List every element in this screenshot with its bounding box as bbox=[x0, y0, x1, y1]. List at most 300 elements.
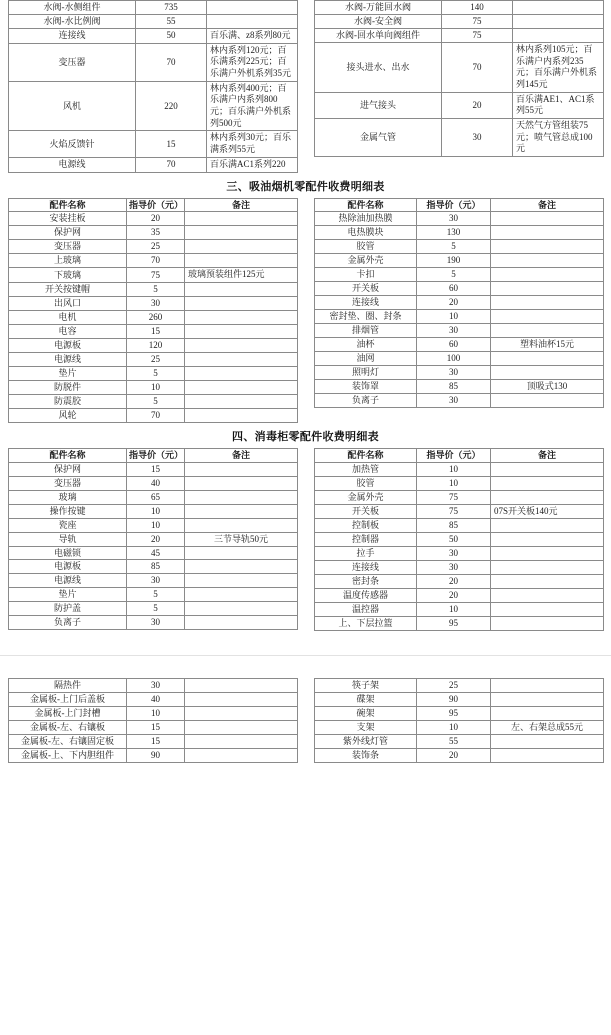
cell-guide-price: 10 bbox=[127, 518, 185, 532]
cell-remark bbox=[185, 574, 298, 588]
cell-guide-price: 20 bbox=[127, 532, 185, 546]
cell-remark: 林内系列30元；百乐满系列55元 bbox=[207, 131, 298, 157]
cell-guide-price: 75 bbox=[127, 268, 185, 283]
cell-part-name: 开关按键帽 bbox=[9, 283, 127, 297]
page-break-separator bbox=[0, 631, 611, 678]
table-row bbox=[9, 476, 298, 490]
cell-guide-price: 85 bbox=[417, 519, 491, 533]
table-row bbox=[315, 226, 604, 240]
table-row bbox=[315, 352, 604, 366]
cell-part-name: 金属外壳 bbox=[315, 490, 417, 504]
cell-remark bbox=[185, 226, 298, 240]
section-3-left-table bbox=[8, 198, 298, 423]
table-row bbox=[9, 490, 298, 504]
cell-remark bbox=[491, 254, 604, 268]
cell-remark: 百乐满、z8系列80元 bbox=[207, 28, 298, 43]
cell-remark bbox=[185, 546, 298, 560]
table-row bbox=[9, 720, 298, 734]
cell-guide-price: 260 bbox=[127, 310, 185, 324]
table-row bbox=[315, 324, 604, 338]
header-remark: 备注 bbox=[491, 448, 604, 462]
table-row bbox=[9, 240, 298, 254]
table-row bbox=[315, 734, 604, 748]
cell-guide-price: 75 bbox=[417, 490, 491, 504]
cell-guide-price: 75 bbox=[417, 504, 491, 519]
cell-guide-price: 65 bbox=[127, 490, 185, 504]
cell-remark bbox=[491, 748, 604, 762]
cell-part-name: 排烟管 bbox=[315, 324, 417, 338]
cell-remark bbox=[491, 706, 604, 720]
cell-remark bbox=[185, 366, 298, 380]
cell-part-name: 水阀-安全阀 bbox=[315, 14, 442, 28]
cell-part-name: 水阀-万能回水阀 bbox=[315, 1, 442, 15]
table-head bbox=[9, 198, 298, 212]
header-row bbox=[315, 448, 604, 462]
cell-part-name: 保护网 bbox=[9, 462, 127, 476]
table-row bbox=[9, 748, 298, 762]
cell-part-name: 温度传感器 bbox=[315, 589, 417, 603]
table-row bbox=[9, 380, 298, 394]
cell-remark bbox=[185, 338, 298, 352]
section-3-band bbox=[0, 198, 611, 423]
cell-guide-price: 50 bbox=[136, 28, 207, 43]
table-row bbox=[9, 268, 298, 283]
cell-guide-price: 40 bbox=[127, 693, 185, 707]
cell-part-name: 开关板 bbox=[315, 504, 417, 519]
table-row bbox=[9, 131, 298, 157]
cell-guide-price: 25 bbox=[127, 240, 185, 254]
cell-part-name: 电容 bbox=[9, 324, 127, 338]
header-row bbox=[315, 198, 604, 212]
cell-part-name: 开关板 bbox=[315, 282, 417, 296]
table-row bbox=[9, 560, 298, 574]
cell-part-name: 加热管 bbox=[315, 462, 417, 476]
cell-remark bbox=[185, 240, 298, 254]
cell-guide-price: 5 bbox=[127, 588, 185, 602]
cell-remark bbox=[185, 616, 298, 630]
cell-part-name: 防震胶 bbox=[9, 394, 127, 408]
cell-part-name: 上玻璃 bbox=[9, 254, 127, 268]
cell-remark: 三节导轨50元 bbox=[185, 532, 298, 546]
cell-guide-price: 5 bbox=[417, 268, 491, 282]
table-row bbox=[315, 240, 604, 254]
cell-part-name: 出风口 bbox=[9, 297, 127, 311]
cell-part-name: 装饰条 bbox=[315, 748, 417, 762]
cell-remark bbox=[185, 588, 298, 602]
cell-remark: 塑料油杯15元 bbox=[491, 338, 604, 352]
section-3-title: 三、吸油烟机零配件收费明细表 bbox=[226, 180, 385, 193]
table-row bbox=[9, 338, 298, 352]
cell-remark bbox=[491, 282, 604, 296]
cell-guide-price: 95 bbox=[417, 617, 491, 631]
cell-remark bbox=[185, 734, 298, 748]
cell-part-name: 金属板-左、右镶板 bbox=[9, 720, 127, 734]
cell-remark bbox=[185, 310, 298, 324]
header-remark: 备注 bbox=[185, 198, 298, 212]
table-row bbox=[9, 324, 298, 338]
cell-part-name: 变压器 bbox=[9, 476, 127, 490]
table-row bbox=[9, 283, 298, 297]
cell-remark bbox=[185, 254, 298, 268]
cell-guide-price: 70 bbox=[127, 408, 185, 422]
table-row bbox=[9, 43, 298, 81]
section-3-left-column bbox=[8, 198, 298, 423]
cell-guide-price: 10 bbox=[417, 720, 491, 734]
header-guide-price: 指导价（元） bbox=[417, 448, 491, 462]
cell-remark bbox=[513, 28, 604, 42]
table-row bbox=[315, 42, 604, 92]
table-row bbox=[315, 617, 604, 631]
cell-part-name: 碗架 bbox=[315, 706, 417, 720]
table-row bbox=[315, 720, 604, 734]
cell-part-name: 变压器 bbox=[9, 43, 136, 81]
cell-remark: 林内系列120元；百乐满系列225元；百乐满户外机系列35元 bbox=[207, 43, 298, 81]
table-row bbox=[315, 394, 604, 408]
cell-part-name: 连接线 bbox=[9, 28, 136, 43]
cell-guide-price: 85 bbox=[127, 560, 185, 574]
cell-part-name: 火焰反馈针 bbox=[9, 131, 136, 157]
table-body bbox=[9, 1, 298, 173]
cell-guide-price: 70 bbox=[136, 157, 207, 172]
table-row bbox=[315, 282, 604, 296]
table-row bbox=[315, 504, 604, 519]
table-row bbox=[9, 212, 298, 226]
cell-part-name: 胶管 bbox=[315, 476, 417, 490]
cell-part-name: 电机 bbox=[9, 310, 127, 324]
section-4-right-table bbox=[314, 448, 604, 631]
table-row bbox=[9, 366, 298, 380]
cell-part-name: 变压器 bbox=[9, 240, 127, 254]
cell-remark bbox=[491, 679, 604, 693]
cell-part-name: 温控器 bbox=[315, 603, 417, 617]
cell-part-name: 胶管 bbox=[315, 240, 417, 254]
cell-remark bbox=[491, 366, 604, 380]
bottom-continuation-right-table bbox=[314, 678, 604, 763]
cell-part-name: 筷子架 bbox=[315, 679, 417, 693]
cell-remark bbox=[491, 324, 604, 338]
header-remark: 备注 bbox=[491, 198, 604, 212]
top-continuation-band bbox=[0, 0, 611, 173]
cell-part-name: 风轮 bbox=[9, 408, 127, 422]
cell-guide-price: 30 bbox=[417, 366, 491, 380]
table-row bbox=[9, 394, 298, 408]
table-row bbox=[9, 226, 298, 240]
cell-remark: 林内系列400元；百乐满户内系列800元；百乐满户外机系列500元 bbox=[207, 81, 298, 131]
section-4-right-column bbox=[314, 448, 604, 631]
cell-guide-price: 120 bbox=[127, 338, 185, 352]
cell-part-name: 油网 bbox=[315, 352, 417, 366]
cell-remark bbox=[491, 617, 604, 631]
cell-remark bbox=[491, 462, 604, 476]
cell-part-name: 瓷座 bbox=[9, 518, 127, 532]
table-row bbox=[9, 310, 298, 324]
header-row bbox=[9, 198, 298, 212]
table-row bbox=[315, 366, 604, 380]
table-row bbox=[9, 588, 298, 602]
cell-guide-price: 15 bbox=[127, 324, 185, 338]
cell-guide-price: 30 bbox=[127, 616, 185, 630]
table-row bbox=[315, 519, 604, 533]
cell-guide-price: 220 bbox=[136, 81, 207, 131]
cell-remark bbox=[185, 490, 298, 504]
cell-guide-price: 30 bbox=[417, 547, 491, 561]
cell-guide-price: 20 bbox=[417, 575, 491, 589]
table-row bbox=[315, 476, 604, 490]
cell-guide-price: 100 bbox=[417, 352, 491, 366]
cell-remark bbox=[185, 679, 298, 693]
cell-guide-price: 40 bbox=[127, 476, 185, 490]
cell-part-name: 安装挂板 bbox=[9, 212, 127, 226]
table-row bbox=[9, 734, 298, 748]
cell-remark bbox=[491, 561, 604, 575]
table-row bbox=[315, 92, 604, 118]
cell-part-name: 上、下层拉篮 bbox=[315, 617, 417, 631]
cell-remark bbox=[491, 240, 604, 254]
cell-part-name: 油杯 bbox=[315, 338, 417, 352]
table-head bbox=[9, 448, 298, 462]
cell-guide-price: 60 bbox=[417, 338, 491, 352]
table-row bbox=[315, 28, 604, 42]
cell-part-name: 装饰罩 bbox=[315, 380, 417, 394]
header-guide-price: 指导价（元） bbox=[127, 448, 185, 462]
cell-guide-price: 70 bbox=[136, 43, 207, 81]
cell-part-name: 支架 bbox=[315, 720, 417, 734]
bottom-continuation-right-column bbox=[314, 678, 604, 763]
cell-part-name: 紫外线灯管 bbox=[315, 734, 417, 748]
cell-part-name: 控制板 bbox=[315, 519, 417, 533]
cell-guide-price: 75 bbox=[442, 28, 513, 42]
cell-remark: 天然气方管组装75元；喷气管总成100元 bbox=[513, 119, 604, 157]
cell-part-name: 玻璃 bbox=[9, 490, 127, 504]
table-row bbox=[9, 518, 298, 532]
table-row bbox=[315, 679, 604, 693]
cell-remark: 左、右架总成55元 bbox=[491, 720, 604, 734]
cell-part-name: 防护盖 bbox=[9, 602, 127, 616]
cell-guide-price: 50 bbox=[417, 533, 491, 547]
cell-guide-price: 10 bbox=[417, 476, 491, 490]
table-row bbox=[315, 706, 604, 720]
cell-remark bbox=[513, 14, 604, 28]
cell-guide-price: 30 bbox=[417, 394, 491, 408]
cell-part-name: 接头进水、出水 bbox=[315, 42, 442, 92]
cell-part-name: 导轨 bbox=[9, 532, 127, 546]
table-row bbox=[315, 338, 604, 352]
cell-part-name: 电源线 bbox=[9, 352, 127, 366]
table-row bbox=[315, 212, 604, 226]
page-break-rule bbox=[0, 655, 611, 656]
cell-remark bbox=[185, 748, 298, 762]
bottom-continuation-left-table bbox=[8, 678, 298, 763]
cell-remark: 百乐满AC1系列220 bbox=[207, 157, 298, 172]
cell-remark bbox=[491, 575, 604, 589]
cell-part-name: 金属板-左、右镶固定板 bbox=[9, 734, 127, 748]
table-row bbox=[9, 81, 298, 131]
header-part-name: 配件名称 bbox=[9, 448, 127, 462]
cell-remark: 百乐满AE1、AC1系列55元 bbox=[513, 92, 604, 118]
cell-remark bbox=[491, 589, 604, 603]
table-body bbox=[9, 462, 298, 630]
cell-remark: 林内系列105元；百乐满户内系列235元；百乐满户外机系列145元 bbox=[513, 42, 604, 92]
cell-remark bbox=[491, 519, 604, 533]
cell-part-name: 金属板-上门封槽 bbox=[9, 706, 127, 720]
header-row bbox=[9, 448, 298, 462]
cell-part-name: 拉手 bbox=[315, 547, 417, 561]
cell-part-name: 控制器 bbox=[315, 533, 417, 547]
cell-guide-price: 55 bbox=[417, 734, 491, 748]
section-4-title: 四、消毒柜零配件收费明细表 bbox=[232, 430, 379, 443]
cell-remark bbox=[491, 547, 604, 561]
cell-remark bbox=[491, 603, 604, 617]
cell-part-name: 连接线 bbox=[315, 296, 417, 310]
cell-remark bbox=[185, 560, 298, 574]
cell-guide-price: 20 bbox=[417, 748, 491, 762]
cell-remark: 顶吸式130 bbox=[491, 380, 604, 394]
header-part-name: 配件名称 bbox=[9, 198, 127, 212]
cell-part-name: 负离子 bbox=[315, 394, 417, 408]
table-row bbox=[9, 254, 298, 268]
cell-guide-price: 10 bbox=[417, 310, 491, 324]
table-row bbox=[9, 546, 298, 560]
cell-part-name: 操作按键 bbox=[9, 504, 127, 518]
header-part-name: 配件名称 bbox=[315, 448, 417, 462]
table-row bbox=[9, 616, 298, 630]
cell-guide-price: 5 bbox=[127, 366, 185, 380]
cell-guide-price: 5 bbox=[127, 283, 185, 297]
cell-remark bbox=[491, 226, 604, 240]
cell-guide-price: 20 bbox=[127, 212, 185, 226]
cell-part-name: 保护网 bbox=[9, 226, 127, 240]
cell-remark: 玻璃预装组件125元 bbox=[185, 268, 298, 283]
cell-guide-price: 60 bbox=[417, 282, 491, 296]
cell-part-name: 电磁锁 bbox=[9, 546, 127, 560]
cell-remark bbox=[491, 394, 604, 408]
table-body bbox=[9, 212, 298, 422]
table-row bbox=[315, 561, 604, 575]
cell-remark bbox=[185, 408, 298, 422]
cell-remark bbox=[491, 310, 604, 324]
section-3-right-table bbox=[314, 198, 604, 409]
table-row bbox=[315, 310, 604, 324]
table-row bbox=[9, 297, 298, 311]
cell-guide-price: 85 bbox=[417, 380, 491, 394]
cell-remark bbox=[185, 380, 298, 394]
table-row bbox=[315, 575, 604, 589]
table-row bbox=[315, 1, 604, 15]
table-row bbox=[9, 504, 298, 518]
table-row bbox=[315, 380, 604, 394]
cell-part-name: 隔热件 bbox=[9, 679, 127, 693]
cell-remark bbox=[207, 14, 298, 28]
cell-part-name: 金属板-上、下内胆组件 bbox=[9, 748, 127, 762]
cell-part-name: 连接线 bbox=[315, 561, 417, 575]
table-row bbox=[9, 352, 298, 366]
header-remark: 备注 bbox=[185, 448, 298, 462]
cell-part-name: 电热膜块 bbox=[315, 226, 417, 240]
cell-remark bbox=[185, 324, 298, 338]
cell-remark bbox=[491, 533, 604, 547]
cell-part-name: 金属板-上门后盖板 bbox=[9, 693, 127, 707]
section-4-left-column bbox=[8, 448, 298, 631]
cell-guide-price: 15 bbox=[127, 720, 185, 734]
table-body bbox=[315, 212, 604, 408]
cell-remark bbox=[207, 1, 298, 15]
table-row bbox=[9, 408, 298, 422]
cell-part-name: 卡扣 bbox=[315, 268, 417, 282]
cell-guide-price: 15 bbox=[127, 734, 185, 748]
cell-part-name: 下玻璃 bbox=[9, 268, 127, 283]
table-row bbox=[9, 1, 298, 15]
cell-remark bbox=[491, 296, 604, 310]
table-row bbox=[9, 602, 298, 616]
table-row bbox=[9, 693, 298, 707]
bottom-continuation-band bbox=[0, 678, 611, 763]
section-4-left-table bbox=[8, 448, 298, 631]
table-row bbox=[9, 532, 298, 546]
cell-remark bbox=[185, 518, 298, 532]
table-row bbox=[315, 254, 604, 268]
cell-guide-price: 45 bbox=[127, 546, 185, 560]
cell-part-name: 水阀-回水单向阀组件 bbox=[315, 28, 442, 42]
cell-part-name: 金属外壳 bbox=[315, 254, 417, 268]
cell-guide-price: 10 bbox=[127, 380, 185, 394]
cell-guide-price: 30 bbox=[417, 324, 491, 338]
section-4-band bbox=[0, 448, 611, 631]
cell-guide-price: 10 bbox=[127, 706, 185, 720]
table-body bbox=[315, 679, 604, 763]
cell-remark bbox=[491, 212, 604, 226]
cell-remark bbox=[185, 352, 298, 366]
cell-guide-price: 130 bbox=[417, 226, 491, 240]
cell-guide-price: 90 bbox=[127, 748, 185, 762]
cell-guide-price: 20 bbox=[442, 92, 513, 118]
cell-guide-price: 5 bbox=[127, 394, 185, 408]
header-guide-price: 指导价（元） bbox=[127, 198, 185, 212]
cell-remark bbox=[491, 352, 604, 366]
cell-guide-price: 70 bbox=[127, 254, 185, 268]
table-row bbox=[9, 28, 298, 43]
cell-guide-price: 140 bbox=[442, 1, 513, 15]
cell-part-name: 密封垫、圈、封条 bbox=[315, 310, 417, 324]
cell-guide-price: 55 bbox=[136, 14, 207, 28]
cell-guide-price: 95 bbox=[417, 706, 491, 720]
cell-remark bbox=[185, 693, 298, 707]
cell-part-name: 进气接头 bbox=[315, 92, 442, 118]
cell-guide-price: 25 bbox=[417, 679, 491, 693]
cell-remark bbox=[185, 720, 298, 734]
cell-part-name: 垫片 bbox=[9, 588, 127, 602]
cell-part-name: 电源线 bbox=[9, 574, 127, 588]
table-row bbox=[315, 268, 604, 282]
cell-guide-price: 20 bbox=[417, 589, 491, 603]
header-guide-price: 指导价（元） bbox=[417, 198, 491, 212]
table-body bbox=[315, 1, 604, 157]
cell-guide-price: 90 bbox=[417, 693, 491, 707]
cell-part-name: 热除油加热膜 bbox=[315, 212, 417, 226]
cell-guide-price: 20 bbox=[417, 296, 491, 310]
cell-part-name: 碟架 bbox=[315, 693, 417, 707]
cell-guide-price: 190 bbox=[417, 254, 491, 268]
table-row bbox=[315, 462, 604, 476]
cell-remark bbox=[491, 476, 604, 490]
table-body bbox=[9, 679, 298, 763]
section-3-right-column bbox=[314, 198, 604, 423]
top-continuation-left-table bbox=[8, 0, 298, 173]
table-row bbox=[9, 14, 298, 28]
cell-guide-price: 30 bbox=[127, 679, 185, 693]
table-row bbox=[9, 462, 298, 476]
cell-part-name: 负离子 bbox=[9, 616, 127, 630]
table-head bbox=[315, 448, 604, 462]
